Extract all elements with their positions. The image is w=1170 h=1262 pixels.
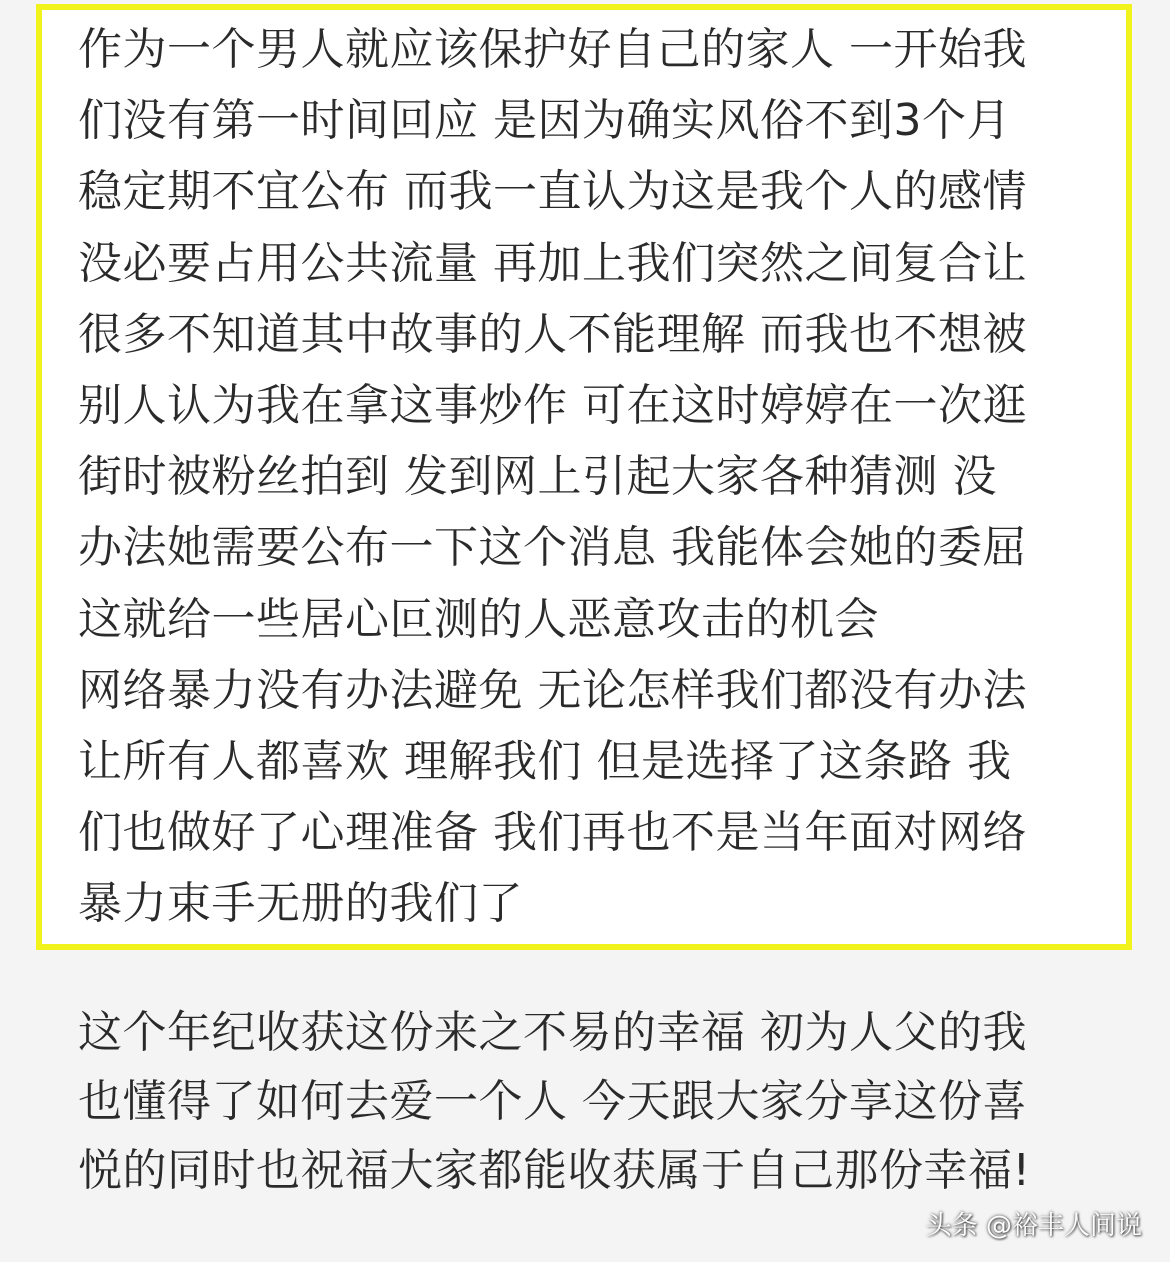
text-line: 们也做好了心理准备 我们再也不是当年面对网络	[78, 807, 1027, 859]
text-line: 很多不知道其中故事的人不能理解 而我也不想被	[78, 308, 1027, 360]
text-line: 办法她需要公布一下这个消息 我能体会她的委屈	[78, 522, 1027, 574]
second-paragraph	[78, 998, 1031, 1205]
text-line: 稳定期不宜公布 而我一直认为这是我个人的感情	[78, 166, 1027, 218]
text-line: 没必要占用公共流量 再加上我们突然之间复合让	[78, 237, 1027, 289]
text-line: 暴力束手无册的我们了	[78, 878, 523, 930]
text-line: 悦的同时也祝福大家都能收获属于自己那份幸福!	[78, 1145, 1031, 1196]
text-line: 们没有第一时间回应 是因为确实风俗不到3个月	[78, 95, 1011, 147]
highlighted-paragraph	[78, 14, 1027, 939]
text-line: 也懂得了如何去爱一个人 今天跟大家分享这份喜	[78, 1076, 1027, 1127]
text-line: 这个年纪收获这份来之不易的幸福 初为人父的我	[78, 1007, 1027, 1058]
text-line: 这就给一些居心叵测的人恶意攻击的机会	[78, 593, 879, 645]
text-line: 让所有人都喜欢 理解我们 但是选择了这条路 我	[78, 735, 1012, 787]
text-line: 作为一个男人就应该保护好自己的家人 一开始我	[78, 24, 1027, 75]
text-line: 网络暴力没有办法避免 无论怎样我们都没有办法	[78, 664, 1027, 716]
watermark: 头条 @裕丰人间说	[925, 1211, 1142, 1241]
text-line: 街时被粉丝拍到 发到网上引起大家各种猜测 没	[78, 451, 997, 503]
text-line: 别人认为我在拿这事炒作 可在这时婷婷在一次逛	[78, 379, 1027, 431]
